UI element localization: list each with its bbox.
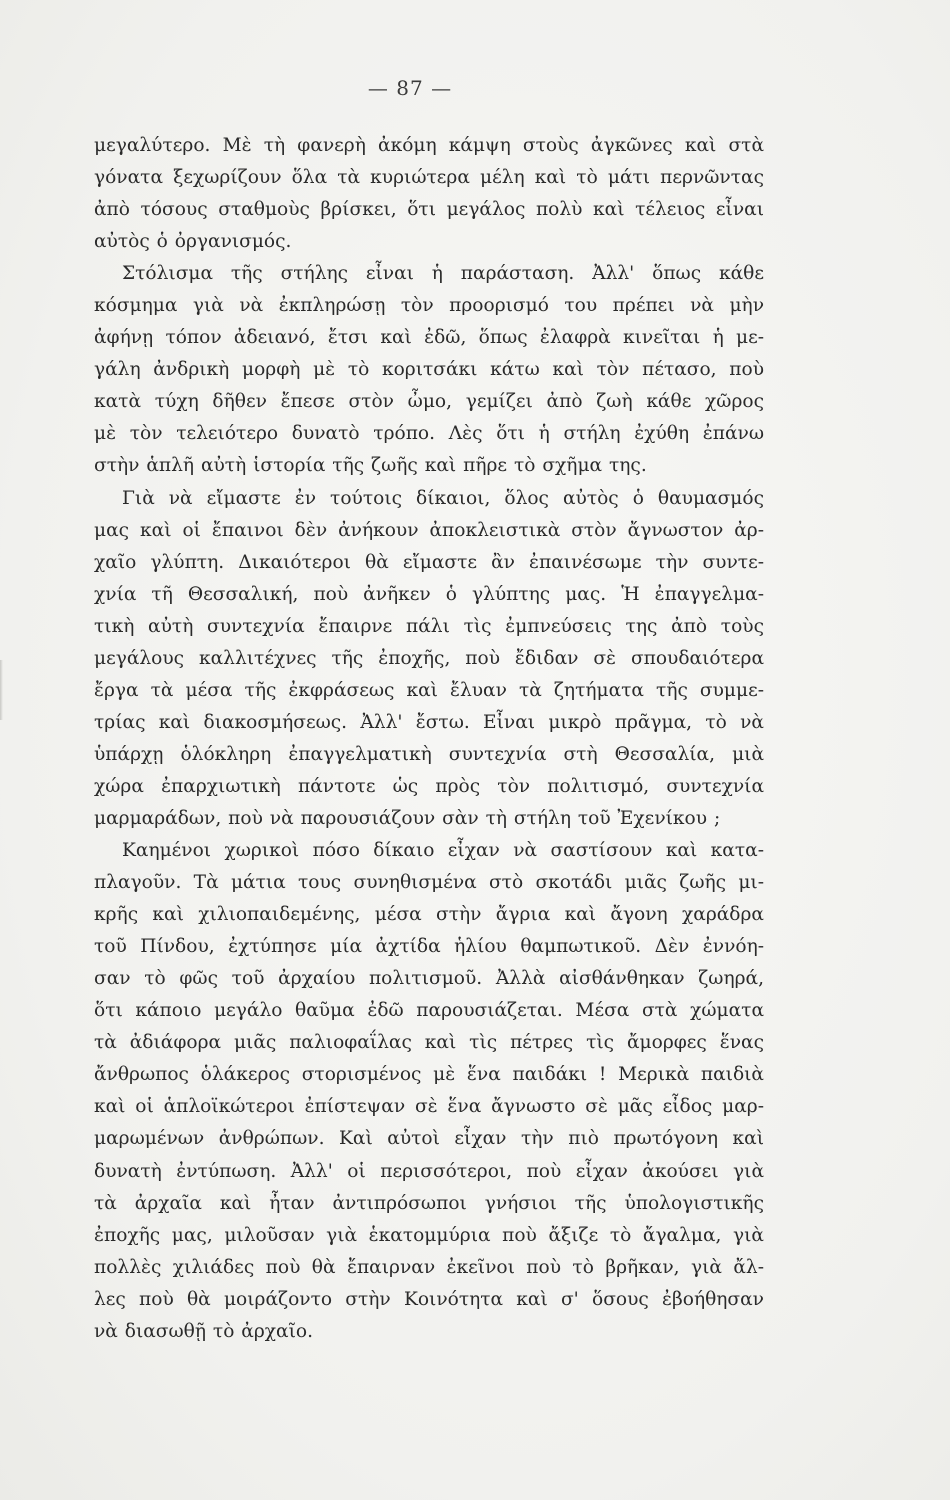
text-line: κατὰ τύχη δῆθεν ἔπεσε στὸν ὦμο, γεμίζει ἀπὸ ζωὴ κάθε χῶρος [94,391,764,413]
text-line: μαρμαράδων, ποὺ νὰ παρουσιάζουν σὰν τὴ στήλη τοῦ Ἐχενίκου ; [94,807,721,829]
text-line: Καημένοι χωρικοὶ πόσο δίκαιο εἶχαν νὰ σαστίσουν καὶ κατα- [122,840,764,862]
text-line: τρίας καὶ διακοσμήσεως. Ἀλλ' ἔστω. Εἶναι μικρὸ πρᾶγμα, τὸ νὰ [94,711,764,733]
text-line: στὴν ἁπλῆ αὐτὴ ἱστορία τῆς ζωῆς καὶ πῆρε τὸ σχῆμα της. [94,455,647,477]
text-line: ἄνθρωπος ὁλάκερος στορισμένος μὲ ἕνα παιδάκι ! Μερικὰ παιδιὰ [94,1064,764,1086]
text-line: γάλη ἀνδρικὴ μορφὴ μὲ τὸ κοριτσάκι κάτω καὶ τὸν πέτασο, ποὺ [94,359,764,381]
text-line: μας καὶ οἱ ἔπαινοι δὲν ἀνήκουν ἀποκλειστικὰ στὸν ἄγνωστον ἀρ- [94,519,764,541]
text-line: τὰ ἀδιάφορα μιᾶς παλιοφαΐλας καὶ τὶς πέτρες τὶς ἄμορφες ἕνας [94,1032,764,1054]
text-line: κόσμημα γιὰ νὰ ἐκπληρώσῃ τὸν προορισμό του πρέπει νὰ μὴν [94,295,764,317]
text-line: μεγάλους καλλιτέχνες τῆς ἐποχῆς, ποὺ ἔδιδαν σὲ σπουδαιότερα [94,647,764,669]
text-line: λες ποὺ θὰ μοιράζοντο στὴν Κοινότητα καὶ σ' ὅσους ἐβοήθησαν [94,1288,764,1310]
text-line: Γιὰ νὰ εἴμαστε ἐν τούτοις δίκαιοι, ὅλος αὐτὸς ὁ θαυμασμός [122,487,764,509]
body-text [94,130,764,1348]
page-number: — 87 — [367,76,453,100]
text-line: αὐτὸς ὁ ὀργανισμός. [94,231,292,253]
text-line: δυνατὴ ἐντύπωση. Ἀλλ' οἱ περισσότεροι, ποὺ εἶχαν ἀκούσει γιὰ [94,1160,764,1182]
text-line: πολλὲς χιλιάδες ποὺ θὰ ἔπαιρναν ἐκεῖνοι ποὺ τὸ βρῆκαν, γιὰ ἄλ- [94,1256,764,1278]
text-line: ἐποχῆς μας, μιλοῦσαν γιὰ ἑκατομμύρια ποὺ ἄξιζε τὸ ἄγαλμα, γιὰ [94,1224,764,1246]
paragraph [94,258,764,482]
text-line: χώρα ἐπαρχιωτικὴ πάντοτε ὡς πρὸς τὸν πολιτισμό, συντεχνία [94,775,764,797]
paragraph [94,835,764,1348]
paragraph [94,130,764,258]
text-line: ὑπάρχῃ ὁλόκληρη ἐπαγγελματικὴ συντεχνία στὴ Θεσσαλία, μιὰ [94,743,764,765]
text-line: τικὴ αὐτὴ συντεχνία ἔπαιρνε πάλι τὶς ἐμπνεύσεις της ἀπὸ τοὺς [94,615,764,637]
text-line: νὰ διασωθῇ τὸ ἀρχαῖο. [94,1320,314,1342]
text-line: Στόλισμα τῆς στήλης εἶναι ἡ παράσταση. Ἀλλ' ὅπως κάθε [122,263,764,285]
text-line: κρῆς καὶ χιλιοπαιδεμένης, μέσα στὴν ἄγρια καὶ ἄγονη χαράδρα [94,904,764,926]
text-line: σαν τὸ φῶς τοῦ ἀρχαίου πολιτισμοῦ. Ἀλλὰ αἰσθάνθηκαν ζωηρά, [94,968,764,990]
text-line: τοῦ Πίνδου, ἐχτύπησε μία ἀχτίδα ἡλίου θαμπωτικοῦ. Δὲν ἐννόη- [94,936,764,958]
page-edge-shadow [0,660,3,720]
text-line: μαρωμένων ἀνθρώπων. Καὶ αὐτοὶ εἶχαν τὴν πιὸ πρωτόγονη καὶ [94,1128,764,1150]
text-line: ἀπὸ τόσους σταθμοὺς βρίσκει, ὅτι μεγάλος πολὺ καὶ τέλειος εἶναι [94,199,764,221]
text-line: μεγαλύτερο. Μὲ τὴ φανερὴ ἀκόμη κάμψη στοὺς ἀγκῶνες καὶ στὰ [94,135,764,156]
text-line: χαῖο γλύπτη. Δικαιότεροι θὰ εἴμαστε ἂν ἐπαινέσωμε τὴν συντε- [94,551,764,573]
text-line: ἔργα τὰ μέσα τῆς ἐκφράσεως καὶ ἔλυαν τὰ ζητήματα τῆς συμμε- [94,679,764,701]
paragraph [94,483,764,836]
text-line: καὶ οἱ ἁπλοϊκώτεροι ἐπίστεψαν σὲ ἕνα ἄγνωστο σὲ μᾶς εἶδος μαρ- [94,1096,764,1118]
text-line: μὲ τὸν τελειότερο δυνατὸ τρόπο. Λὲς ὅτι ἡ στήλη ἐχύθη ἐπάνω [94,423,764,445]
text-line: ἀφήνῃ τόπον ἀδειανό, ἔτσι καὶ ἐδῶ, ὅπως ἐλαφρὰ κινεῖται ἡ με- [94,327,764,349]
text-line: χνία τῆ Θεσσαλική, ποὺ ἀνῆκεν ὁ γλύπτης μας. Ἡ ἐπαγγελμα- [94,583,764,605]
text-line: πλαγοῦν. Τὰ μάτια τους συνηθισμένα στὸ σκοτάδι μιᾶς ζωῆς μι- [94,872,764,894]
text-line: ὅτι κάποιο μεγάλο θαῦμα ἐδῶ παρουσιάζεται. Μέσα στὰ χώματα [94,1000,764,1022]
text-line: γόνατα ξεχωρίζουν ὅλα τὰ κυριώτερα μέλη καὶ τὸ μάτι περνῶντας [94,167,764,189]
text-line: τὰ ἀρχαῖα καὶ ἦταν ἀντιπρόσωποι γνήσιοι τῆς ὑπολογιστικῆς [94,1192,764,1214]
